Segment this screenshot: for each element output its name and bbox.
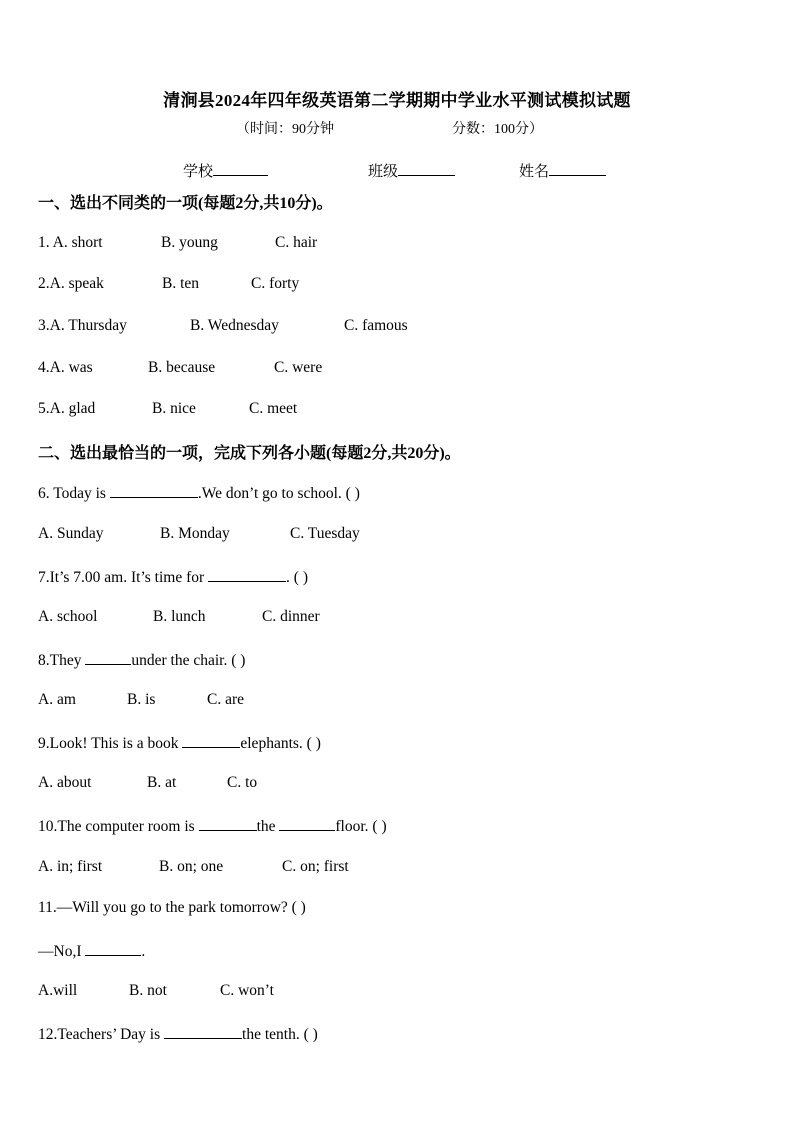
page-title: 清涧县2024年四年级英语第二学期期中学业水平测试模拟试题 (163, 91, 631, 110)
q10-option-a: A. in; first (38, 858, 103, 875)
q7-option-c: C. dinner (262, 608, 320, 625)
q6-option-a: A. Sunday (38, 525, 104, 542)
q4-option-c: C. were (274, 359, 323, 376)
q6-stem-end: .We don’t go to school. ( ) (197, 485, 360, 502)
q9-option-c: C. to (227, 774, 258, 791)
q4-option-a: 4.A. was (38, 359, 93, 376)
section1-heading: 一、选出不同类的一项(每题2分,共10分)。 (38, 195, 333, 212)
class-label: 班级 (368, 164, 399, 180)
q3-option-c: C. famous (344, 317, 408, 334)
name-blank[interactable] (549, 161, 606, 176)
q12-stem-start: 12.Teachers’ Day is (38, 1026, 165, 1043)
q8-option-c: C. are (207, 691, 245, 708)
q1-option-b: B. young (161, 234, 218, 251)
class-field (368, 160, 455, 181)
question-11-reply (38, 941, 145, 961)
q7-stem-start: 7.It’s 7.00 am. It’s time for (38, 569, 209, 586)
question-12-stem (38, 1024, 318, 1044)
q10-stem-mid: the (256, 818, 280, 835)
q5-option-b: B. nice (152, 400, 196, 417)
q10-option-b: B. on; one (159, 858, 224, 875)
q10-blank-2[interactable] (279, 816, 335, 831)
q1-option-c: C. hair (275, 234, 318, 251)
q8-blank[interactable] (85, 650, 131, 665)
q9-blank[interactable] (182, 733, 240, 748)
q3-option-b: B. Wednesday (190, 317, 279, 334)
question-6-stem (38, 483, 360, 503)
name-field (519, 160, 606, 181)
question-7-stem (38, 567, 308, 587)
q5-option-a: 5.A. glad (38, 400, 96, 417)
q11-blank[interactable] (85, 941, 141, 956)
q9-option-a: A. about (38, 774, 92, 791)
name-label: 姓名 (519, 164, 550, 180)
q9-stem-end: elephants. ( ) (240, 735, 321, 752)
q9-stem-start: 9.Look! This is a book (38, 735, 183, 752)
q5-option-c: C. meet (249, 400, 298, 417)
q7-option-b: B. lunch (153, 608, 206, 625)
q11-reply-end: . (141, 943, 146, 960)
q6-blank[interactable] (110, 483, 198, 498)
q6-option-b: B. Monday (160, 525, 230, 542)
q7-blank[interactable] (208, 567, 286, 582)
q10-blank-1[interactable] (199, 816, 257, 831)
q12-blank[interactable] (164, 1024, 242, 1039)
q10-stem-end: floor. ( ) (335, 818, 387, 835)
exam-time: （时间：90分钟 (236, 122, 334, 137)
q11-option-a: A.will (38, 982, 78, 999)
question-10-stem (38, 816, 387, 836)
school-label: 学校 (183, 164, 214, 180)
q11-reply-start: —No,I (38, 943, 86, 960)
q8-stem-end: under the chair. ( ) (131, 652, 246, 669)
q8-option-b: B. is (127, 691, 156, 708)
school-field (183, 160, 268, 181)
q11-option-b: B. not (129, 982, 167, 999)
section2-heading: 二、选出最恰当的一项，完成下列各小题(每题2分,共20分)。 (38, 445, 461, 462)
q7-stem-end: . ( ) (286, 569, 308, 586)
q7-option-a: A. school (38, 608, 98, 625)
q3-option-a: 3.A. Thursday (38, 317, 127, 334)
question-8-stem (38, 650, 245, 670)
question-11-stem: 11.—Will you go to the park tomorrow? ( ) (38, 899, 306, 916)
class-blank[interactable] (398, 161, 455, 176)
q6-option-c: C. Tuesday (290, 525, 360, 542)
q6-stem-start: 6. Today is (38, 485, 110, 502)
q4-option-b: B. because (148, 359, 216, 376)
question-9-stem (38, 733, 321, 753)
q10-option-c: C. on; first (282, 858, 349, 875)
q9-option-b: B. at (147, 774, 177, 791)
q8-option-a: A. am (38, 691, 76, 708)
q12-stem-end: the tenth. ( ) (242, 1026, 318, 1043)
q2-option-c: C. forty (251, 275, 300, 292)
q10-stem-start: 10.The computer room is (38, 818, 199, 835)
exam-score: 分数：100分） (452, 122, 543, 137)
q11-option-c: C. won’t (220, 982, 274, 999)
school-blank[interactable] (213, 161, 268, 176)
q1-option-a: 1. A. short (38, 234, 103, 251)
q2-option-b: B. ten (162, 275, 200, 292)
q2-option-a: 2.A. speak (38, 275, 104, 292)
q8-stem-start: 8.They (38, 652, 86, 669)
